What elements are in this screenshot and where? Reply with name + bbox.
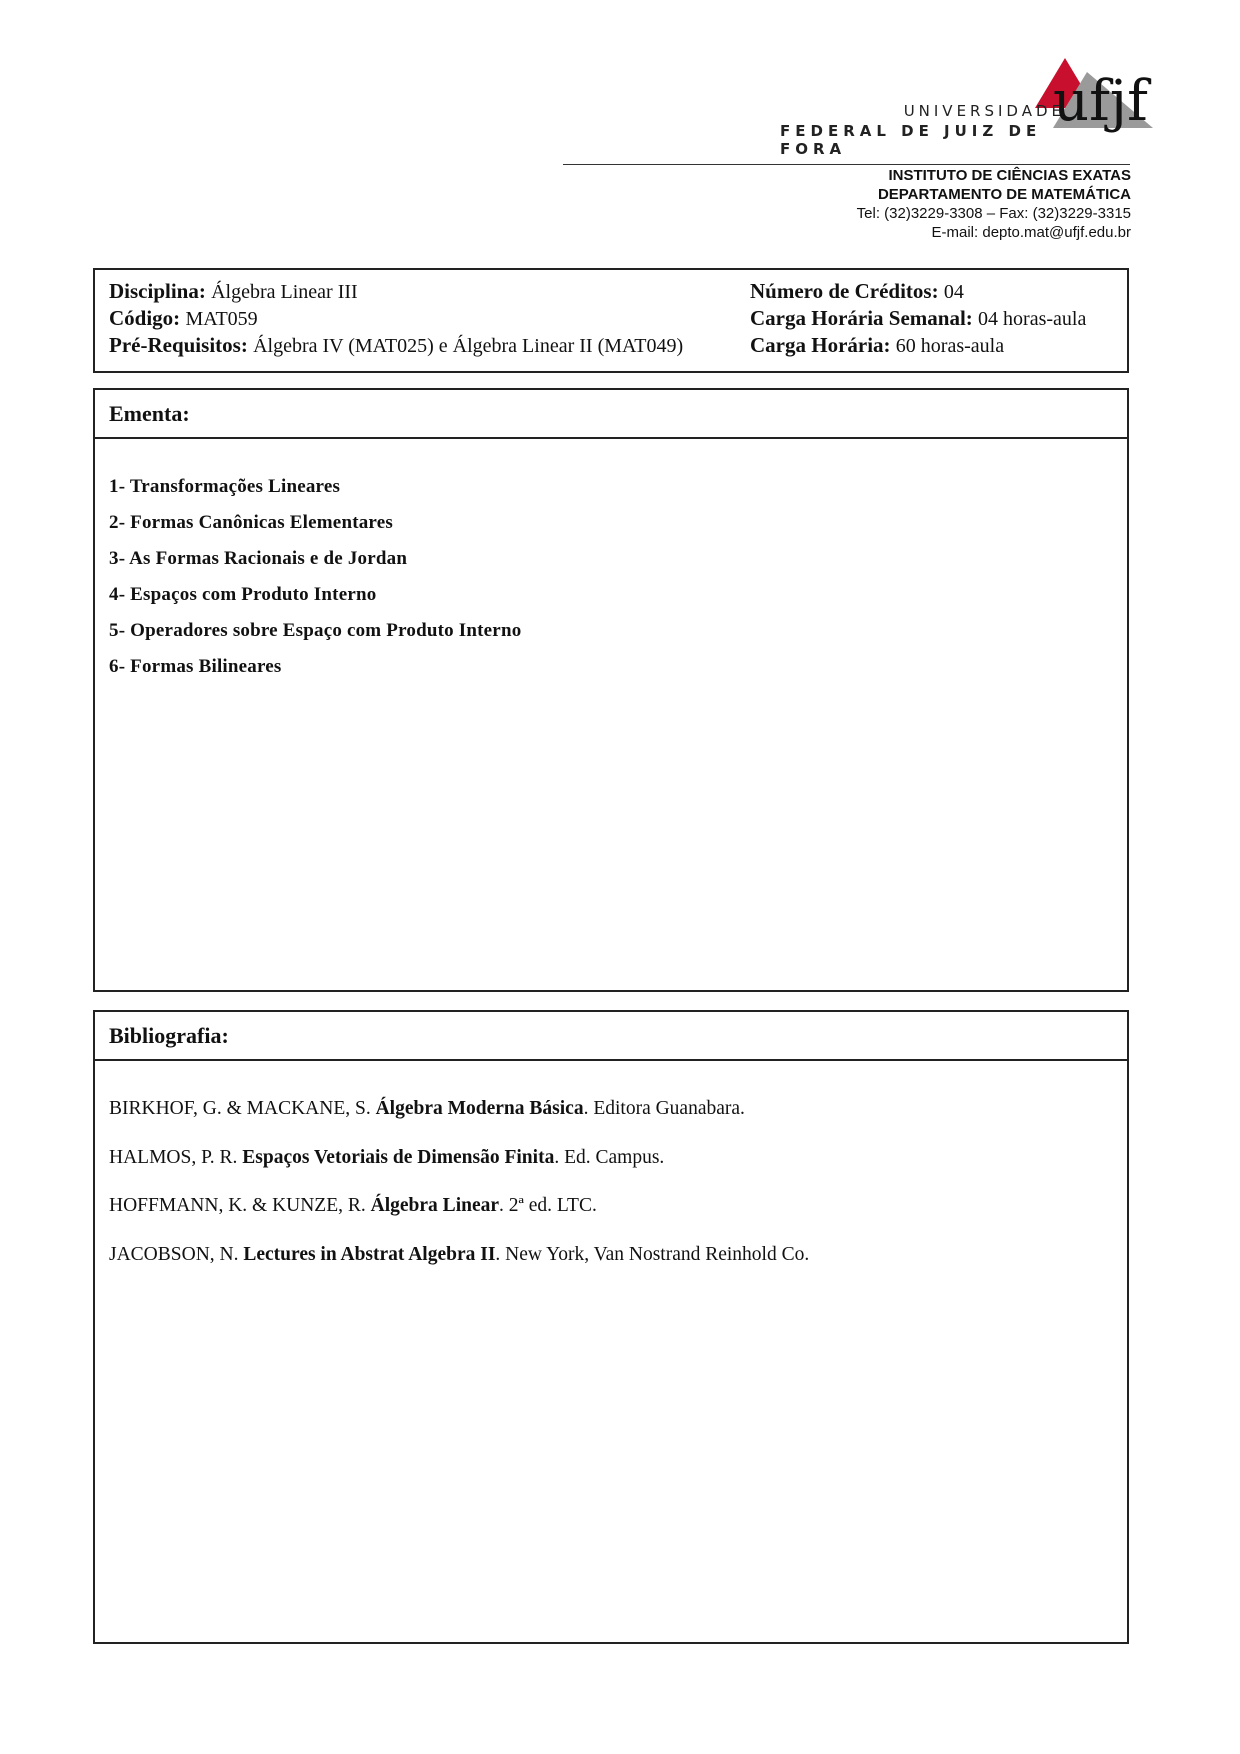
carga-semanal-label: Carga Horária Semanal: — [750, 306, 973, 330]
disciplina-row — [109, 278, 683, 305]
ementa-list — [95, 439, 1127, 685]
entry-authors: BIRKHOF, G. & MACKANE, S. — [109, 1098, 376, 1119]
carga-semanal-value: 04 horas-aula — [978, 308, 1087, 330]
carga-value: 60 horas-aula — [895, 335, 1005, 357]
university-logo — [780, 50, 1148, 158]
disciplina-label: Disciplina: — [109, 279, 206, 303]
ementa-item: 2- Formas Canônicas Elementares — [109, 512, 393, 533]
department-name: DEPARTAMENTO DE MATEMÁTICA — [877, 186, 1131, 203]
course-info-right — [750, 278, 1086, 359]
entry-title: Espaços Vetoriais de Dimensão Finita — [242, 1146, 555, 1168]
entry-publisher: . Ed. Campus. — [554, 1146, 665, 1168]
entry-publisher: . 2ª ed. LTC. — [499, 1195, 597, 1216]
ementa-item: 1- Transformações Lineares — [109, 476, 341, 497]
entry-authors: JACOBSON, N. — [109, 1243, 244, 1265]
ementa-heading: Ementa: — [95, 390, 1127, 439]
bibliography-entry — [109, 1231, 1127, 1280]
entry-authors: HOFFMANN, K. & KUNZE, R. — [109, 1195, 371, 1216]
prereq-label: Pré-Requisitos: — [109, 333, 248, 357]
ementa-item: 4- Espaços com Produto Interno — [109, 584, 377, 605]
bibliografia-box — [93, 1010, 1129, 1644]
course-info-box — [93, 268, 1129, 373]
codigo-row — [109, 305, 683, 332]
entry-title: Álgebra Moderna Básica — [375, 1098, 584, 1119]
ementa-item: 3- As Formas Racionais e de Jordan — [109, 548, 408, 569]
disciplina-value: Álgebra Linear III — [211, 281, 358, 303]
prereq-row — [109, 332, 683, 359]
department-info — [857, 166, 1131, 242]
entry-title: Álgebra Linear — [370, 1195, 500, 1216]
ementa-box — [93, 388, 1129, 992]
codigo-value: MAT059 — [185, 308, 258, 330]
bibliography-entry — [109, 1182, 1127, 1231]
bibliography-entry — [109, 1085, 1127, 1134]
bibliography-entry — [109, 1134, 1127, 1183]
logo-mark-text: ufjf — [1053, 69, 1148, 134]
bibliografia-heading: Bibliografia: — [95, 1012, 1127, 1061]
carga-semanal-row — [750, 305, 1086, 332]
entry-publisher: . New York, Van Nostrand Reinhold Co. — [495, 1243, 810, 1265]
entry-title: Lectures in Abstrat Algebra II — [243, 1243, 496, 1265]
logo-line-universidade: UNIVERSIDADE — [903, 102, 1065, 120]
ementa-item: 6- Formas Bilineares — [109, 656, 282, 677]
logo-line-federal: FEDERAL DE JUIZ DE FORA — [780, 122, 1042, 158]
header-divider — [563, 164, 1130, 165]
course-info-left — [109, 278, 683, 359]
institute-name: INSTITUTO DE CIÊNCIAS EXATAS — [888, 167, 1131, 184]
codigo-label: Código: — [109, 306, 181, 330]
prereq-value: Álgebra IV (MAT025) e Álgebra Linear II (MAT049) — [253, 335, 684, 357]
entry-authors: HALMOS, P. R. — [109, 1146, 243, 1168]
bibliografia-list — [95, 1061, 1127, 1279]
carga-label: Carga Horária: — [750, 333, 891, 357]
entry-publisher: . Editora Guanabara. — [583, 1098, 745, 1119]
phone-fax: Tel: (32)3229-3308 – Fax: (32)3229-3315 — [856, 205, 1131, 222]
creditos-row — [750, 278, 1086, 305]
creditos-value: 04 — [943, 281, 964, 303]
ementa-item: 5- Operadores sobre Espaço com Produto Interno — [109, 620, 522, 641]
email: E-mail: depto.mat@ufjf.edu.br — [931, 224, 1131, 241]
carga-row — [750, 332, 1086, 359]
creditos-label: Número de Créditos: — [750, 279, 939, 303]
